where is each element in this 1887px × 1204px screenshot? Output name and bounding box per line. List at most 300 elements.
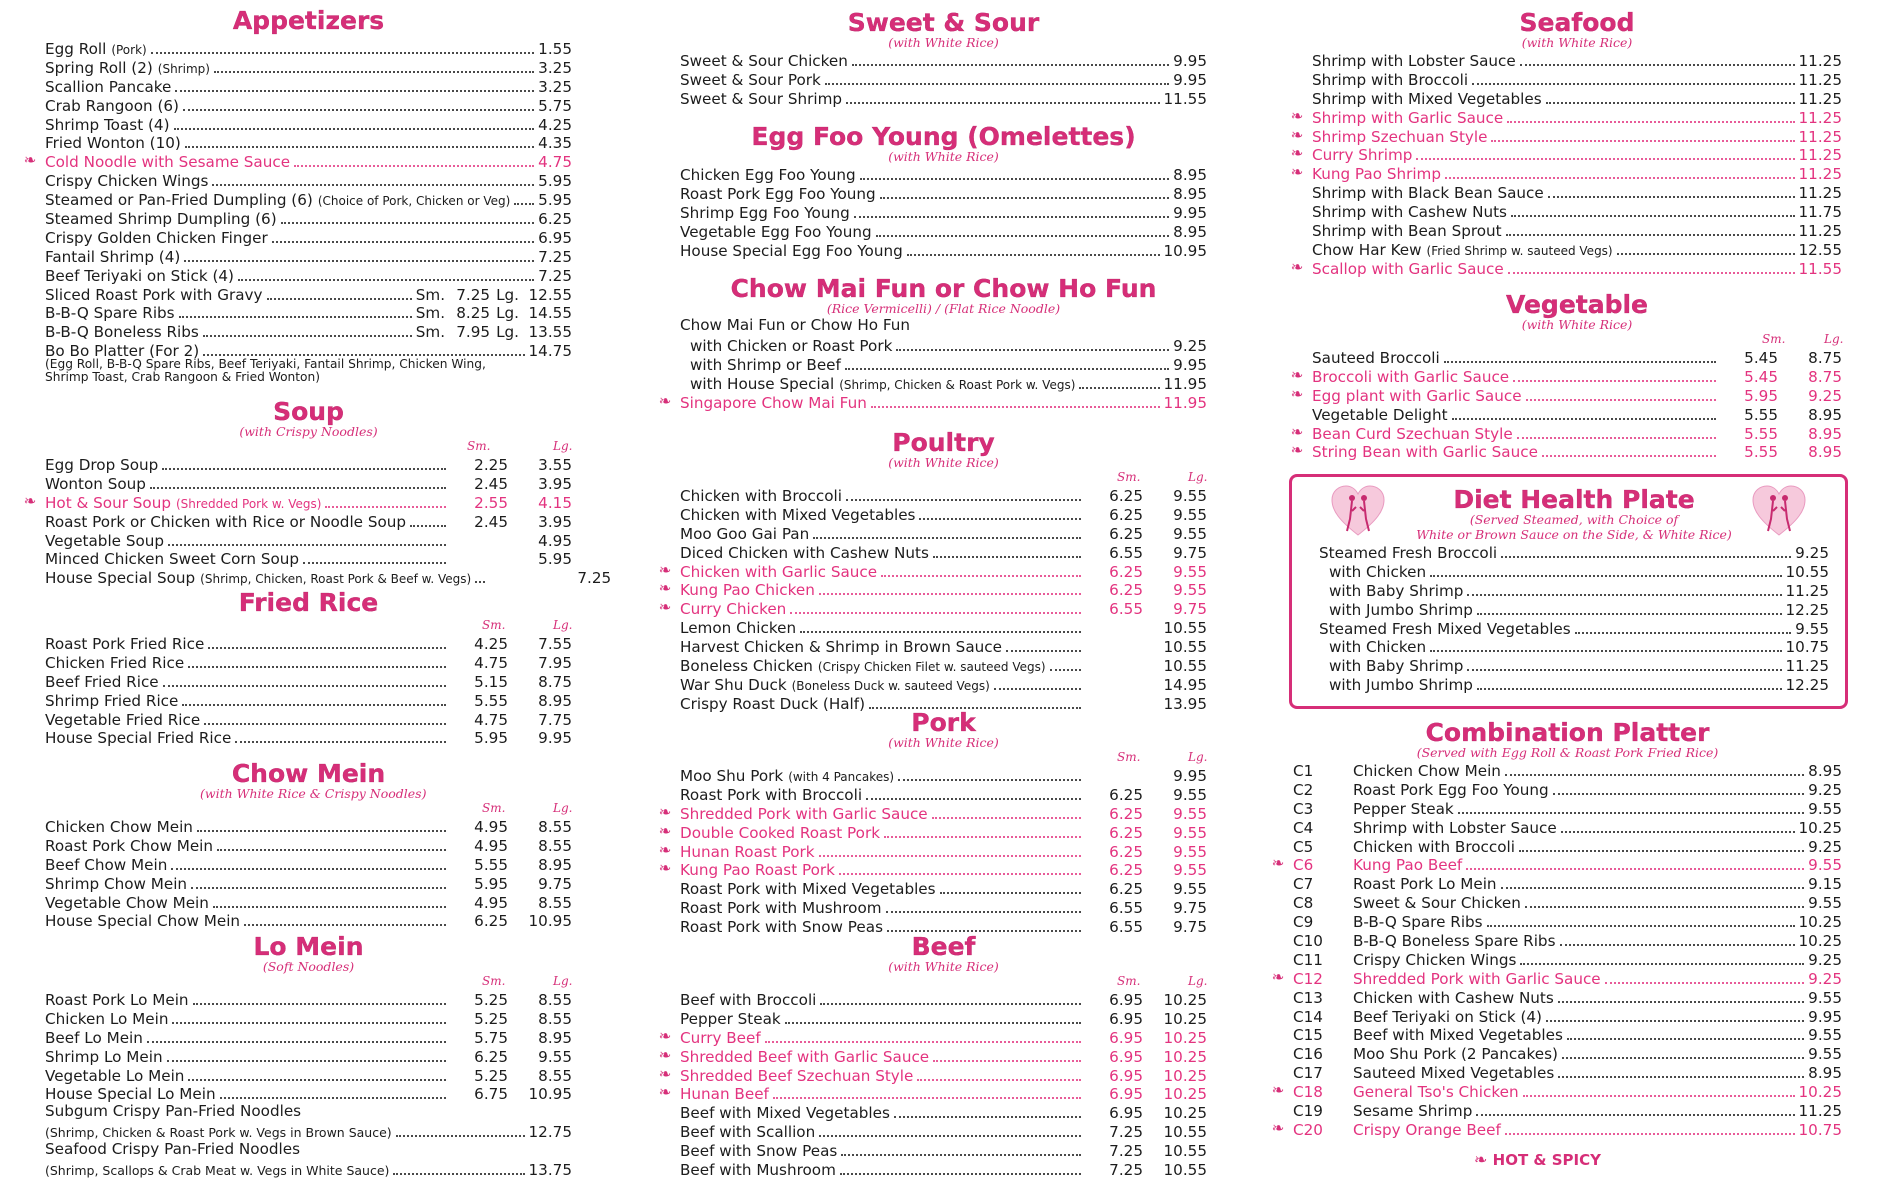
item-name: Curry Shrimp [1312, 146, 1413, 165]
diet-health-plate-section [1319, 485, 1829, 693]
large-size-label: Lg. [496, 304, 519, 323]
leader-dots [168, 530, 446, 546]
item-price: 8.95 [1173, 222, 1207, 241]
leader-dots [220, 1083, 446, 1099]
menu-item [1312, 220, 1842, 239]
leader-dots [1505, 760, 1804, 776]
leader-dots [886, 897, 1081, 913]
large-price: 14.95 [1163, 675, 1207, 694]
item-name: Hunan Roast Pork [680, 842, 815, 861]
item-price: 6.25 [538, 210, 572, 229]
item-name: Pepper Steak [680, 1009, 781, 1028]
item-price: 3.25 [538, 77, 572, 96]
menu-item [658, 821, 1207, 842]
small-price: 5.25 [474, 1066, 508, 1085]
menu-item [1290, 365, 1842, 386]
item-note: (Shrimp, Scallops & Crab Meat w. Vegs in White Sauce) [45, 1163, 390, 1179]
large-price: 7.25 [577, 569, 612, 588]
large-price: 8.75 [1808, 349, 1842, 367]
item-name: Roast Pork Lo Mein [1353, 875, 1497, 894]
item-name: Beef Teriyaki on Stick (4) [1353, 1007, 1542, 1026]
item-name: Shredded Pork with Garlic Sauce [1353, 969, 1601, 988]
menu-item [45, 873, 572, 892]
menu-item [45, 652, 572, 671]
item-name: with Baby Shrimp [1329, 581, 1464, 600]
lo-mein-section [45, 932, 572, 1178]
leader-dots [163, 671, 446, 687]
item-name: Crispy Chicken Wings [45, 172, 209, 191]
leader-dots [1487, 911, 1795, 927]
leader-dots [475, 567, 485, 583]
combo-item [1293, 911, 1842, 930]
small-price: 6.95 [1109, 1009, 1143, 1028]
leader-dots [932, 803, 1081, 819]
large-price: 9.95 [1173, 767, 1207, 785]
item-name: Chicken Lo Mein [45, 1009, 169, 1028]
menu-item [45, 816, 572, 835]
large-price: 9.55 [1173, 562, 1207, 581]
item-price: 1.55 [538, 40, 572, 58]
item-name: Crispy Chicken Wings [1353, 950, 1517, 969]
menu-item [1290, 106, 1842, 127]
item-name: Vegetable Delight [1312, 405, 1448, 424]
leader-dots [845, 354, 1169, 370]
item-price: 10.75 [1785, 638, 1829, 657]
leader-dots [281, 208, 535, 224]
chili-pepper-icon: ❧ [658, 391, 672, 410]
combo-code: C16 [1293, 1045, 1323, 1064]
combo-item [1271, 1118, 1842, 1139]
sweet-sour-list [680, 50, 1207, 107]
leader-dots [1467, 580, 1781, 596]
large-price: 10.25 [1163, 991, 1207, 1009]
leader-dots [167, 1046, 446, 1062]
item-price: 11.25 [1798, 222, 1842, 241]
small-price: 6.25 [1109, 861, 1143, 880]
menu-item [680, 989, 1207, 1008]
combo-code: C6 [1293, 856, 1314, 875]
leader-dots [1445, 163, 1795, 179]
menu-item [658, 1026, 1207, 1047]
item-price: 4.75 [538, 153, 572, 172]
menu-item [1319, 599, 1829, 618]
large-price: 8.55 [538, 893, 572, 912]
item-name: House Special Egg Foo Young [680, 241, 903, 260]
item-price: 11.25 [1785, 581, 1829, 600]
leader-dots [876, 221, 1170, 237]
vegetable-list [1290, 332, 1844, 462]
large-price: 10.95 [528, 1085, 572, 1104]
leader-dots [238, 265, 534, 281]
large-price: 10.25 [1163, 1066, 1207, 1085]
small-price: 6.25 [1109, 505, 1143, 524]
item-name: Roast Pork Egg Foo Young [1353, 780, 1549, 799]
item-price: 10.25 [1798, 818, 1842, 837]
combo-code: C9 [1293, 913, 1314, 932]
size-header [680, 974, 1207, 989]
hot-spicy-label: HOT & SPICY [1492, 1151, 1601, 1169]
combo-item [1293, 836, 1842, 855]
leader-dots [1525, 892, 1804, 908]
chili-pepper-icon: ❧ [658, 598, 672, 617]
small-size-label: Sm. [1762, 332, 1786, 346]
menu-item [45, 227, 572, 246]
leader-dots [820, 989, 1081, 1005]
combo-code: C4 [1293, 818, 1314, 837]
chili-pepper-icon: ❧ [23, 491, 37, 510]
leader-dots [1430, 636, 1781, 652]
item-name: Shrimp Fried Rice [45, 691, 179, 710]
chili-pepper-icon: ❧ [1290, 365, 1304, 384]
menu-item [680, 164, 1207, 183]
item-name: with Jumbo Shrimp [1329, 676, 1473, 695]
item-name: Sweet & Sour Chicken [1353, 894, 1521, 913]
leader-dots [800, 617, 1081, 633]
leader-dots [1605, 968, 1805, 984]
vegetable-title: Vegetable [1505, 290, 1649, 319]
item-name: Roast Pork with Broccoli [680, 785, 863, 804]
small-price: 5.45 [1744, 349, 1778, 367]
item-price: 14.75 [528, 342, 572, 361]
item-price: 9.55 [1808, 856, 1842, 875]
menu-item [658, 1083, 1207, 1104]
large-price: 7.75 [538, 710, 572, 729]
leader-dots [188, 1065, 446, 1081]
item-name: Shrimp Lo Mein [45, 1047, 163, 1066]
chili-pepper-icon: ❧ [658, 560, 672, 579]
menu-item [45, 1046, 572, 1065]
small-price: 5.25 [474, 1009, 508, 1028]
leader-dots [1561, 817, 1795, 833]
small-price: 6.95 [1109, 1028, 1143, 1047]
item-name: Chicken with Garlic Sauce [680, 562, 878, 581]
item-name: Scallop with Garlic Sauce [1312, 259, 1504, 278]
item-price: 11.25 [1785, 657, 1829, 676]
size-header [680, 470, 1207, 485]
chow-mai-fun-list [658, 335, 1207, 412]
large-size-label: Lg. [1188, 470, 1208, 484]
combo-code: C2 [1293, 780, 1314, 799]
large-price: 13.95 [1163, 694, 1207, 713]
large-size-label: Lg. [1188, 750, 1208, 764]
small-price: 5.95 [474, 729, 508, 748]
egg-foo-young-title: Egg Foo Young (Omelettes) [751, 122, 1136, 151]
menu-item [680, 240, 1207, 259]
fried-rice-list [45, 618, 572, 746]
item-name: with Chicken or Roast Pork [690, 336, 893, 355]
item-price: 9.25 [1808, 780, 1842, 799]
item-name: Moo Shu Pork [680, 767, 784, 785]
item-price: 12.55 [1798, 240, 1842, 259]
menu-item [680, 636, 1207, 655]
chili-pepper-icon: ❧ [1271, 854, 1285, 873]
item-note: (Shrimp, Chicken, Roast Pork & Beef w. Vegs) [200, 572, 472, 587]
item-name: Bo Bo Platter (For 2) [45, 342, 200, 361]
leader-dots [204, 709, 446, 725]
menu-item [45, 1008, 572, 1027]
menu-item [680, 88, 1207, 107]
large-size-label: Lg. [553, 974, 573, 988]
combo-code: C15 [1293, 1026, 1323, 1045]
large-price: 8.55 [538, 836, 572, 855]
leader-dots [790, 598, 1081, 614]
large-price: 10.25 [1163, 1047, 1207, 1066]
item-name: Beef with Mushroom [680, 1161, 836, 1180]
large-size-label: Lg. [496, 285, 519, 304]
item-name: Cold Noodle with Sesame Sauce [45, 153, 291, 172]
small-price: 2.55 [474, 493, 508, 512]
item-price: 10.25 [1798, 1083, 1842, 1102]
combo-code: C12 [1293, 969, 1323, 988]
item-name: Steamed or Pan-Fried Dumpling (6) [45, 191, 313, 210]
menu-item [45, 246, 572, 265]
chow-mein-title: Chow Mein [231, 759, 386, 788]
item-name: with Baby Shrimp [1329, 657, 1464, 676]
leader-dots [183, 95, 534, 111]
leader-dots [1505, 1119, 1795, 1135]
leader-dots [825, 69, 1169, 85]
menu-item [45, 511, 572, 530]
sweet-sour-subtitle: (with White Rice) [888, 35, 999, 50]
item-name: Roast Pork with Mixed Vegetables [680, 880, 936, 899]
small-price: 5.55 [1744, 443, 1778, 462]
leader-dots [1519, 836, 1804, 852]
item-name: Broccoli with Garlic Sauce [1312, 367, 1510, 386]
leader-dots [894, 1102, 1081, 1118]
leader-dots [1558, 987, 1804, 1003]
item-name: Lemon Chicken [680, 619, 797, 638]
chili-pepper-icon: ❧ [1290, 125, 1304, 144]
item-name: Vegetable Lo Mein [45, 1066, 185, 1085]
item-note: (with 4 Pancakes) [788, 770, 895, 784]
large-price: 4.15 [538, 493, 572, 512]
beef-subtitle: (with White Rice) [888, 959, 999, 974]
menu-item [45, 1140, 572, 1159]
item-name: Scallion Pancake [45, 77, 172, 96]
item-price: 9.55 [1808, 894, 1842, 913]
item-price: 9.25 [1808, 837, 1842, 856]
item-name: Wonton Soup [45, 474, 146, 493]
leader-dots [410, 511, 446, 527]
leader-dots [852, 50, 1169, 66]
item-name: B-B-Q Spare Ribs [1353, 913, 1483, 932]
chili-pepper-icon: ❧ [658, 1045, 672, 1064]
leader-dots [1617, 239, 1795, 255]
combo-item [1293, 817, 1842, 836]
leader-dots [272, 227, 534, 243]
leader-dots [294, 151, 534, 167]
item-name: with Jumbo Shrimp [1329, 600, 1473, 619]
item-name: Roast Pork Egg Foo Young [680, 184, 876, 203]
item-price: 11.25 [1798, 165, 1842, 184]
small-price: 6.95 [1109, 1104, 1143, 1123]
chow-mein-section [45, 759, 572, 929]
small-price: 5.15 [474, 672, 508, 691]
leader-dots [819, 1121, 1081, 1137]
small-price: 6.25 [1109, 562, 1143, 581]
large-price: 3.95 [538, 474, 572, 493]
combo-item [1293, 1100, 1842, 1119]
size-header [680, 750, 1207, 765]
large-price: 7.95 [538, 653, 572, 672]
chow-mein-list [45, 801, 572, 929]
leader-dots [1050, 655, 1081, 671]
leader-dots [1560, 930, 1795, 946]
menu-item [45, 132, 572, 151]
small-price: 6.55 [1109, 600, 1143, 619]
item-name: with House Special [690, 374, 835, 393]
item-name: Sauteed Broccoli [1312, 349, 1440, 367]
item-name: Egg plant with Garlic Sauce [1312, 386, 1522, 405]
pork-title: Pork [911, 708, 976, 737]
combo-item [1293, 760, 1842, 779]
item-price: 9.95 [1173, 203, 1207, 222]
hot-spicy-legend [1474, 1150, 1601, 1169]
menu-item [45, 530, 572, 549]
leader-dots [514, 189, 534, 205]
large-size-label: Lg. [553, 801, 573, 815]
item-name: Pepper Steak [1353, 799, 1454, 818]
menu-item [680, 221, 1207, 240]
item-price: 11.75 [1798, 203, 1842, 222]
item-price: 9.55 [1808, 1045, 1842, 1064]
menu-item [680, 897, 1207, 916]
item-name: Fried Wonton (10) [45, 134, 181, 153]
sweet-sour-section [680, 8, 1207, 107]
item-name: War Shu Duck [680, 675, 787, 694]
menu-item [1290, 257, 1842, 278]
soup-title: Soup [273, 397, 344, 426]
item-name: Curry Beef [680, 1028, 761, 1047]
chili-pepper-icon: ❧ [658, 1083, 672, 1102]
small-size-label: Sm. [1117, 974, 1141, 988]
diet-health-plate-box [1289, 474, 1848, 709]
leader-dots [212, 170, 534, 186]
large-price: 9.55 [1173, 842, 1207, 861]
item-price: 9.25 [1173, 336, 1207, 355]
menu-item [658, 1064, 1207, 1085]
menu-item [680, 373, 1207, 392]
menu-item [658, 1045, 1207, 1066]
leader-dots [1477, 599, 1782, 615]
item-name: Hunan Beef [680, 1085, 769, 1104]
combo-item [1271, 1081, 1842, 1102]
item-price: 8.95 [1173, 166, 1207, 184]
large-price: 8.95 [1808, 424, 1842, 443]
chili-pepper-icon: ❧ [1271, 1081, 1285, 1100]
leader-dots [203, 321, 412, 337]
large-price: 10.25 [1163, 1104, 1207, 1123]
large-price: 9.75 [1173, 899, 1207, 918]
leader-dots [1466, 854, 1804, 870]
small-size-label: Sm. [482, 618, 506, 632]
item-name: Vegetable Egg Foo Young [680, 222, 872, 241]
item-name: Vegetable Fried Rice [45, 710, 201, 729]
item-name: General Tso's Chicken [1353, 1083, 1519, 1102]
item-name: Chicken Chow Mein [1353, 762, 1501, 780]
large-size-label: Lg. [1824, 332, 1844, 346]
small-size-label: Sm. [415, 304, 446, 323]
leader-dots [887, 916, 1081, 932]
small-price: 2.25 [474, 456, 508, 474]
item-name: Beef Fried Rice [45, 672, 159, 691]
large-price: 8.55 [538, 1009, 572, 1028]
small-price: 6.25 [1109, 804, 1143, 823]
pork-list [658, 750, 1208, 937]
menu-item [45, 473, 572, 492]
item-price: 5.75 [538, 96, 572, 115]
item-name: Bean Curd Szechuan Style [1312, 424, 1513, 443]
menu-item [1312, 88, 1842, 107]
leader-dots [1542, 441, 1716, 457]
item-price: 12.25 [1785, 676, 1829, 695]
small-size-label: Sm. [415, 285, 446, 304]
leader-dots [1520, 949, 1804, 965]
leader-dots [1546, 88, 1795, 104]
item-price: 9.95 [1808, 1007, 1842, 1026]
menu-item [680, 354, 1207, 373]
small-price: 6.25 [1109, 581, 1143, 600]
beef-section [658, 932, 1208, 1180]
leader-dots [1477, 674, 1782, 690]
menu-item [45, 727, 572, 746]
chili-pepper-icon: ❧ [658, 1026, 672, 1045]
menu-item [45, 1102, 572, 1121]
item-note: (Shrimp, Chicken & Roast Pork w. Vegs in Brown Sauce) [45, 1125, 392, 1141]
item-name: Chicken with Broccoli [1353, 837, 1515, 856]
beef-title: Beef [911, 932, 976, 961]
leader-dots [866, 784, 1081, 800]
menu-item [658, 859, 1207, 880]
menu-item [680, 1121, 1207, 1140]
menu-item [680, 617, 1207, 636]
item-name: Singapore Chow Mai Fun [680, 393, 867, 412]
chili-pepper-icon: ❧ [1474, 1150, 1488, 1169]
small-price: 6.55 [1109, 543, 1143, 562]
item-name: Boneless Chicken [680, 657, 813, 676]
leader-dots [1491, 126, 1794, 142]
item-name: Steamed Fresh Mixed Vegetables [1319, 619, 1571, 638]
leader-dots [214, 57, 534, 73]
item-price: 11.25 [1798, 1102, 1842, 1121]
item-note: (Fried Shrimp w. sauteed Vegs) [1426, 243, 1613, 258]
large-price: 10.25 [1163, 1009, 1207, 1028]
item-price: 11.55 [1163, 89, 1207, 108]
leader-dots [267, 284, 412, 300]
combo-item [1293, 873, 1842, 892]
item-name: Shrimp with Lobster Sauce [1353, 818, 1557, 837]
item-name: Chicken with Broccoli [680, 487, 842, 505]
large-price: 8.75 [538, 672, 572, 691]
leader-dots [1506, 220, 1795, 236]
large-price: 14.55 [528, 304, 572, 323]
combo-item [1293, 892, 1842, 911]
small-price: 8.25 [456, 304, 491, 323]
diet-subtitle-1: (Served Steamed, with Choice of [1469, 512, 1679, 527]
item-name: Beef with Scallion [680, 1123, 816, 1142]
small-price: 5.95 [474, 874, 508, 893]
menu-item [45, 690, 572, 709]
menu-item [1312, 69, 1842, 88]
size-header [45, 618, 572, 633]
large-price: 7.55 [538, 635, 572, 653]
item-name: Shrimp with Black Bean Sauce [1312, 184, 1544, 203]
leader-dots [1501, 542, 1791, 558]
large-price: 9.55 [1173, 823, 1207, 842]
item-price: 9.55 [1808, 988, 1842, 1007]
leader-dots [933, 542, 1081, 558]
chili-pepper-icon: ❧ [1290, 422, 1304, 441]
